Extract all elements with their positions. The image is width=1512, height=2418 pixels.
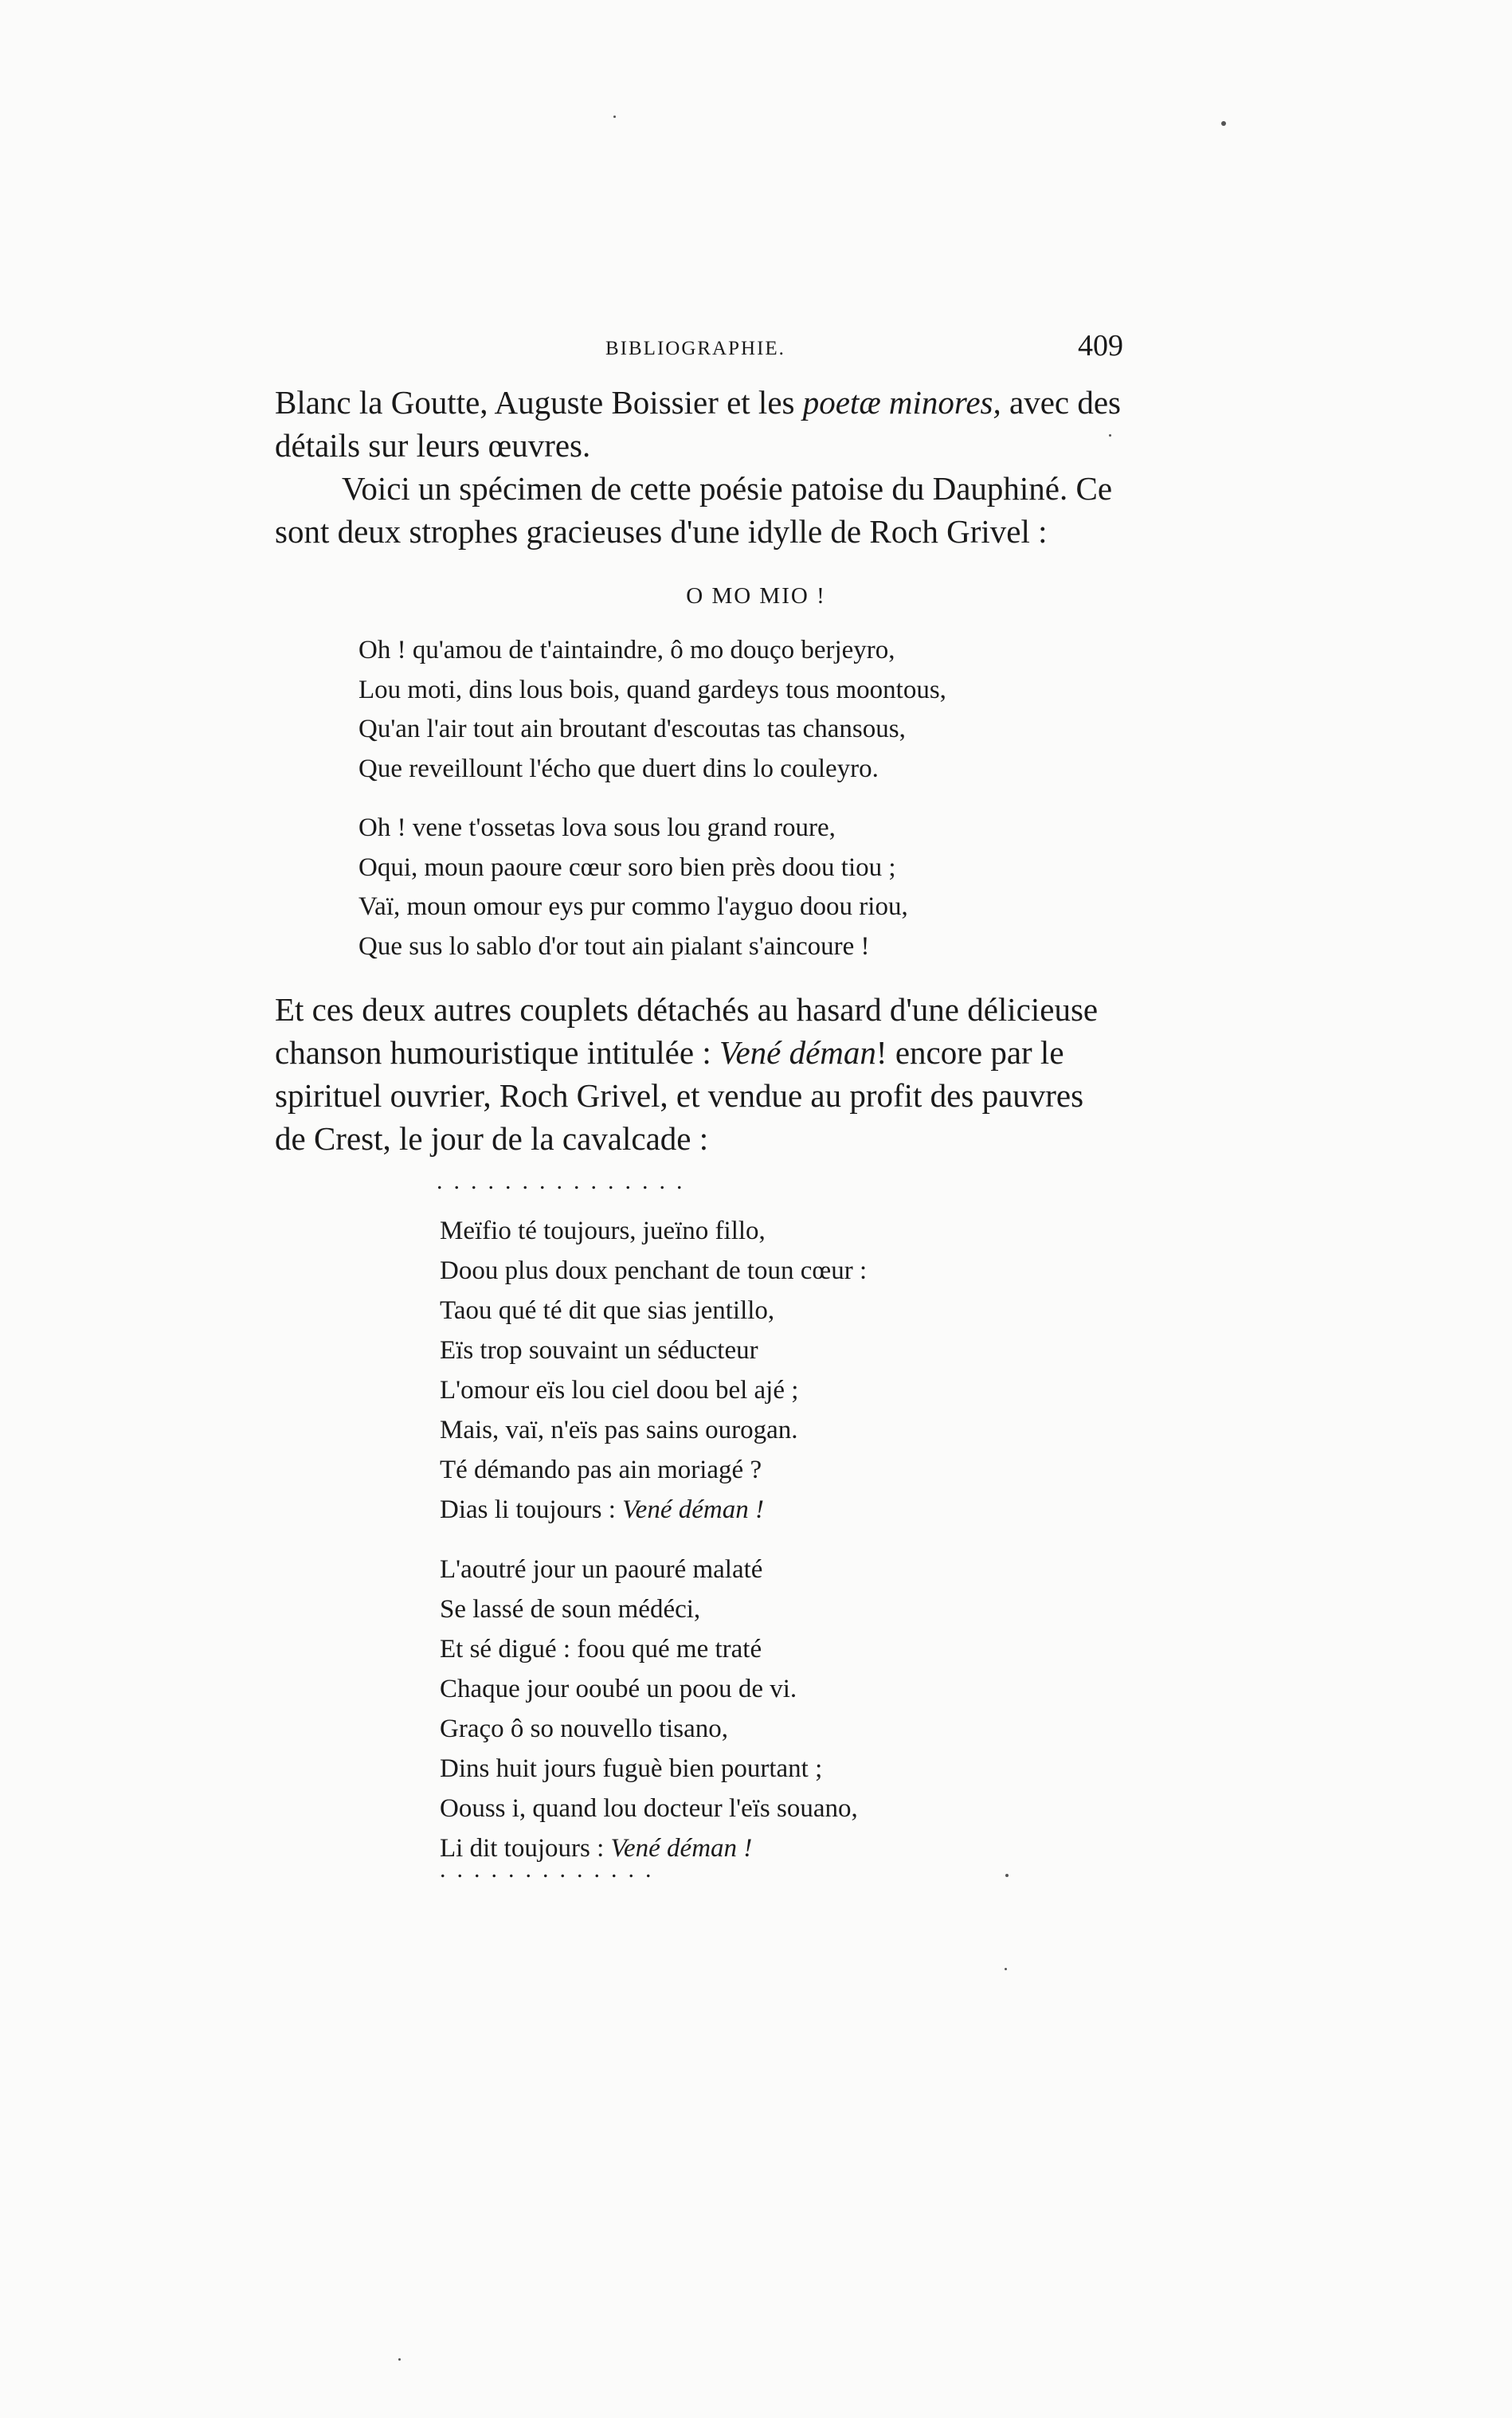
poem-title: O MO MIO ! bbox=[686, 583, 826, 609]
text-line: sont deux strophes gracieuses d'une idylle de Roch Grivel : bbox=[275, 513, 1048, 550]
verse-line: Oqui, moun paoure cœur soro bien près doou tiou ; bbox=[358, 852, 896, 882]
text-line: Et ces deux autres couplets détachés au hasard d'une délicieuse bbox=[275, 991, 1099, 1028]
verse-line: Lou moti, dins lous bois, quand gardeys tous moontous, bbox=[358, 675, 946, 704]
ellipsis-bottom: ............. bbox=[440, 1856, 663, 1883]
text-line: Voici un spécimen de cette poésie patoise du Dauphiné. Ce bbox=[342, 470, 1113, 507]
scan-speck bbox=[1005, 1874, 1009, 1877]
verse-line: Se lassé de soun médéci, bbox=[440, 1595, 701, 1624]
italic-song-title: Vené déman bbox=[719, 1034, 876, 1071]
refrain-lead: Dias li toujours : bbox=[440, 1495, 623, 1524]
verse-line: Mais, vaï, n'eïs pas sains ourogan. bbox=[440, 1416, 798, 1444]
page-number: 409 bbox=[1078, 329, 1123, 363]
verse-line-refrain bbox=[440, 1490, 867, 1530]
verse-line: Oouss i, quand lou docteur l'eïs souano, bbox=[440, 1794, 858, 1823]
verse-line: Eïs trop souvaint un séducteur bbox=[440, 1336, 758, 1365]
paragraph-transition bbox=[275, 988, 1127, 1160]
ellipsis-top: ............... bbox=[437, 1168, 694, 1194]
song-stanza-1 bbox=[440, 1211, 867, 1530]
verse-line: Doou plus doux penchant de toun cœur : bbox=[440, 1256, 868, 1285]
text-line: avec des bbox=[1001, 384, 1122, 421]
scan-speck bbox=[1005, 1968, 1007, 1970]
text-line: de Crest, le jour de la cavalcade : bbox=[275, 1120, 709, 1157]
text-line: spirituel ouvrier, Roch Grivel, et vendue au profit des pauvres bbox=[275, 1077, 1084, 1114]
refrain-italic: Vené déman ! bbox=[622, 1495, 764, 1524]
song-stanza-2 bbox=[440, 1550, 858, 1868]
verse-line: Que reveillount l'écho que duert dins lo couleyro. bbox=[358, 754, 879, 783]
verse-line: Té démando pas ain moriagé ? bbox=[440, 1456, 762, 1484]
italic-term: poetæ minores, bbox=[802, 384, 1001, 421]
verse-line: Qu'an l'air tout ain broutant d'escoutas tas chansous, bbox=[358, 715, 906, 743]
verse-line: Que sus lo sablo d'or tout ain pialant s'aincoure ! bbox=[358, 931, 870, 961]
scan-speck bbox=[1221, 121, 1226, 126]
verse-line: Dins huit jours fuguè bien pourtant ; bbox=[440, 1754, 823, 1783]
verse-line: Oh ! vene t'ossetas lova sous lou grand roure, bbox=[358, 813, 836, 842]
poem-stanza-2 bbox=[358, 809, 908, 966]
refrain-italic: Vené déman ! bbox=[610, 1834, 753, 1863]
scan-speck bbox=[613, 116, 616, 118]
text-line: ! encore par le bbox=[875, 1034, 1064, 1071]
text-line: chanson humouristique intitulée : bbox=[275, 1034, 719, 1071]
page-header bbox=[275, 329, 1123, 373]
verse-line: Taou qué té dit que sias jentillo, bbox=[440, 1296, 775, 1325]
verse-line: Et sé digué : foou qué me traté bbox=[440, 1635, 762, 1664]
verse-line: Graço ô so nouvello tisano, bbox=[440, 1715, 729, 1743]
verse-line: Oh ! qu'amou de t'aintaindre, ô mo douço berjeyro, bbox=[358, 636, 895, 664]
verse-line: L'aoutré jour un paouré malaté bbox=[440, 1555, 763, 1584]
verse-line: Vaï, moun omour eys pur commo l'ayguo doou riou, bbox=[358, 892, 908, 921]
scan-speck bbox=[1109, 434, 1111, 437]
paragraph-continued bbox=[275, 381, 1127, 467]
verse-line: L'omour eïs lou ciel doou bel ajé ; bbox=[440, 1376, 799, 1405]
verse-line: Chaque jour ooubé un poou de vi. bbox=[440, 1675, 797, 1703]
poem-stanza-1 bbox=[358, 631, 946, 789]
paragraph-introduction bbox=[275, 467, 1127, 553]
verse-line: Meïfio té toujours, jueïno fillo, bbox=[440, 1217, 766, 1245]
scan-speck bbox=[398, 2358, 401, 2361]
refrain-lead: Li dit toujours : bbox=[440, 1834, 611, 1863]
running-head: BIBLIOGRAPHIE. bbox=[605, 338, 785, 359]
text-line: détails sur leurs œuvres. bbox=[275, 427, 591, 464]
text-line: Blanc la Goutte, Auguste Boissier et les bbox=[275, 384, 803, 421]
